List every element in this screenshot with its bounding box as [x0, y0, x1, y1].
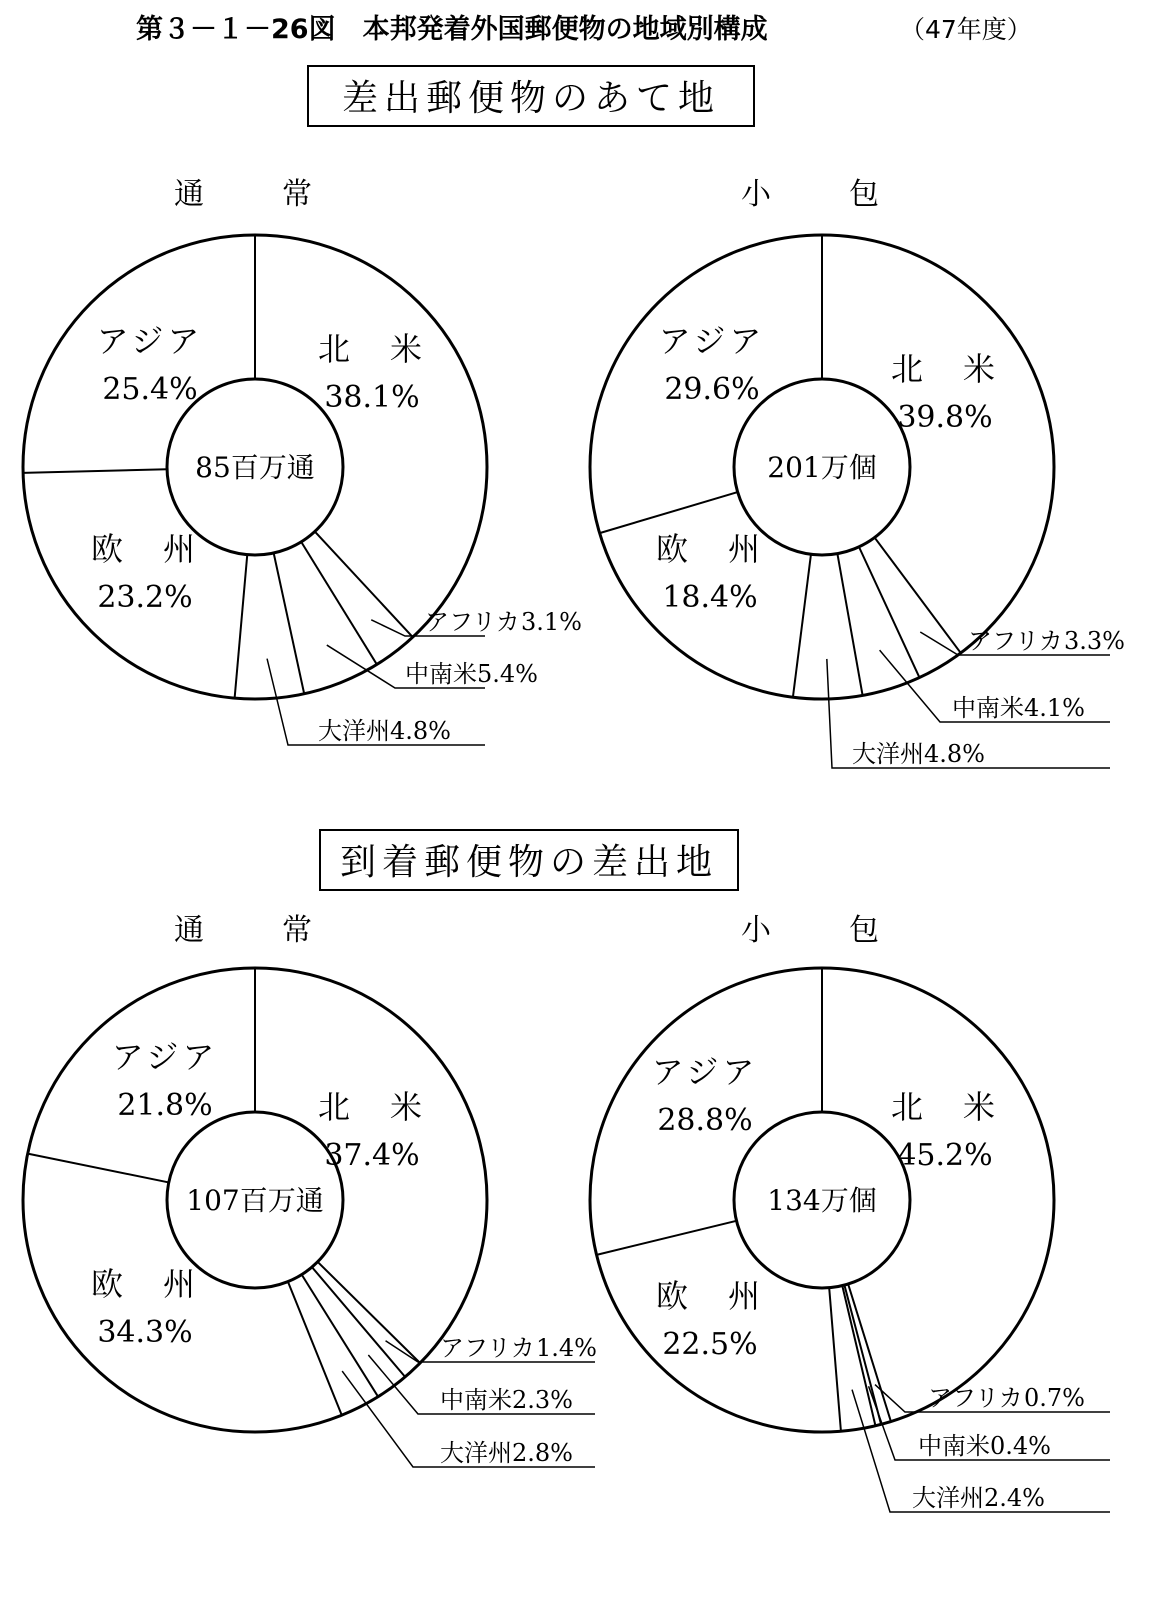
slice-label-asia: アジア: [96, 322, 204, 360]
slice-label-latin-america: 中南米: [405, 660, 477, 688]
section-sent-title: 差出郵便物のあて地: [341, 78, 721, 119]
slice-value-north-america: 45.2%: [897, 1138, 993, 1173]
slice-label-africa: アフリカ: [425, 608, 520, 636]
slice-label-oceania: 大洋州: [318, 717, 390, 745]
slice-value-asia: 28.8%: [657, 1103, 753, 1138]
slice-value-latin-america: 2.3%: [512, 1386, 573, 1414]
slice-value-africa: 3.3%: [1064, 627, 1125, 655]
slice-label-oceania: 大洋州: [440, 1439, 512, 1467]
slice-value-europe: 23.2%: [97, 580, 193, 615]
slice-value-europe: 22.5%: [662, 1327, 758, 1362]
center-label: 85百万通: [195, 451, 315, 484]
slice-label-north-america: 北 米: [317, 1088, 427, 1126]
slice-label-africa: アフリカ: [968, 627, 1063, 655]
slice-value-oceania: 2.8%: [512, 1439, 573, 1467]
slice-label-europe: 欧 州: [655, 530, 765, 568]
figure-year-note: （47年度）: [900, 15, 1032, 44]
slice-value-oceania: 2.4%: [984, 1484, 1045, 1512]
slice-label-latin-america: 中南米: [952, 694, 1024, 722]
slice-value-africa: 0.7%: [1024, 1384, 1085, 1412]
slice-label-north-america: 北 米: [317, 330, 427, 368]
section-received-heading: [320, 830, 738, 890]
slice-value-europe: 18.4%: [662, 580, 758, 615]
slice-value-latin-america: 0.4%: [990, 1432, 1051, 1460]
slice-value-asia: 25.4%: [102, 372, 198, 407]
section-sent-heading: [308, 66, 754, 126]
slice-label-africa: アフリカ: [440, 1334, 535, 1362]
slice-label-north-america: 北 米: [890, 1088, 1000, 1126]
slice-label-asia: アジア: [658, 322, 766, 360]
slice-value-asia: 29.6%: [664, 372, 760, 407]
slice-value-africa: 1.4%: [536, 1334, 597, 1362]
slice-value-north-america: 37.4%: [324, 1138, 420, 1173]
slice-value-asia: 21.8%: [117, 1088, 213, 1123]
donut-chart-received-ordinary: [23, 913, 597, 1467]
slice-label-europe: 欧 州: [655, 1277, 765, 1315]
slice-value-oceania: 4.8%: [924, 740, 985, 768]
donut-geometry: [590, 235, 1110, 768]
chart-title: 小 包: [741, 177, 903, 212]
center-label: 201万個: [767, 451, 877, 484]
slice-label-north-america: 北 米: [890, 350, 1000, 388]
donut-geometry: [590, 968, 1110, 1512]
slice-value-europe: 34.3%: [97, 1315, 193, 1350]
slice-value-north-america: 39.8%: [897, 400, 993, 435]
slice-label-europe: 欧 州: [90, 1265, 200, 1303]
slice-label-europe: 欧 州: [90, 530, 200, 568]
slice-label-latin-america: 中南米: [440, 1386, 512, 1414]
chart-title: 小 包: [741, 913, 903, 948]
slice-label-oceania: 大洋州: [912, 1484, 984, 1512]
slice-label-africa: アフリカ: [928, 1384, 1023, 1412]
slice-value-oceania: 4.8%: [390, 717, 451, 745]
slice-value-north-america: 38.1%: [324, 380, 420, 415]
slice-label-latin-america: 中南米: [918, 1432, 990, 1460]
slice-label-asia: アジア: [111, 1038, 219, 1076]
figure-title: 第３－１－26図 本邦発着外国郵便物の地域別構成: [136, 14, 768, 45]
chart-title: 通 常: [174, 177, 336, 212]
slice-value-latin-america: 5.4%: [477, 660, 538, 688]
center-label: 134万個: [767, 1184, 877, 1217]
donut-chart-sent-ordinary: [23, 177, 582, 745]
donut-chart-sent-parcel: [590, 177, 1125, 768]
donut-chart-received-parcel: [590, 913, 1110, 1512]
slice-value-latin-america: 4.1%: [1024, 694, 1085, 722]
chart-title: 通 常: [174, 913, 336, 948]
section-received-title: 到着郵便物の差出地: [339, 842, 719, 883]
slice-label-asia: アジア: [651, 1053, 759, 1091]
slice-label-oceania: 大洋州: [852, 740, 924, 768]
slice-value-africa: 3.1%: [521, 608, 582, 636]
center-label: 107百万通: [186, 1184, 324, 1217]
